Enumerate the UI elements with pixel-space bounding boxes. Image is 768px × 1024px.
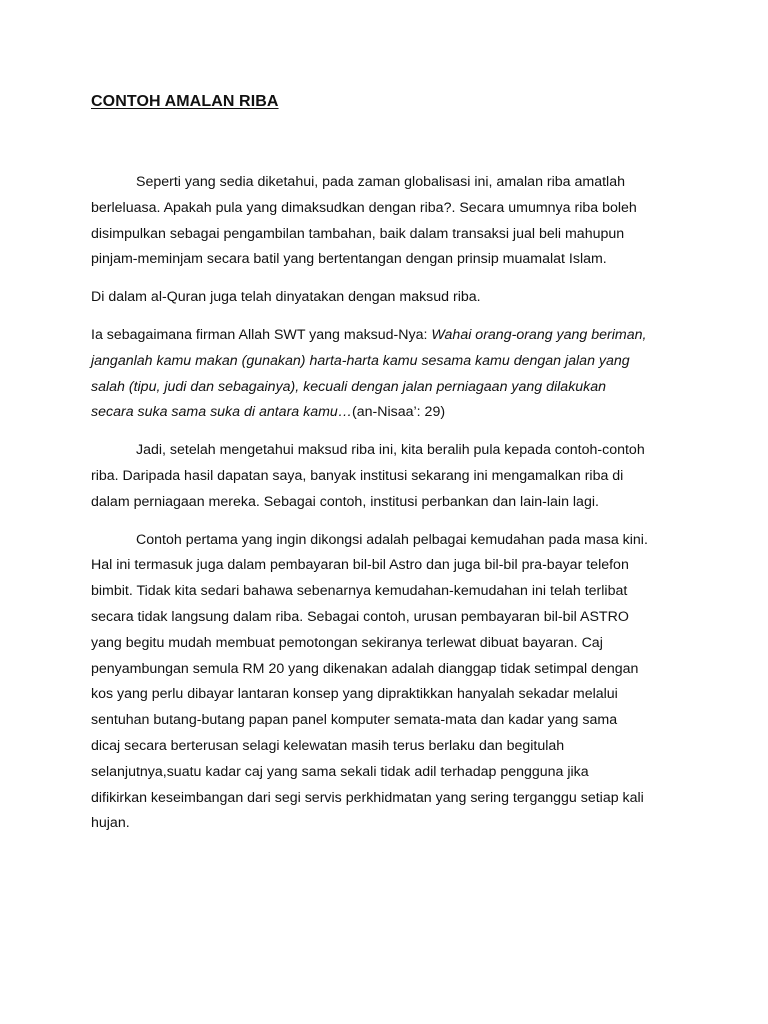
text-line: bimbit. Tidak kita sedari bahawa sebenarnya kemudahan-kemudahan ini telah terlibat [91, 583, 628, 600]
verse-quote-text: secara suka sama suka di antara kamu… [91, 404, 353, 421]
verse-citation: (an-Nisaa’: 29) [352, 404, 446, 421]
paragraph-quran [91, 285, 691, 311]
verse-quote-text: Wahai orang-orang yang beriman, [431, 326, 647, 343]
text-line: dicaj secara berterusan selagi kelewatan masih terus berlaku dan begitulah [91, 737, 565, 754]
text-line: riba. Daripada hasil dapatan saya, banyak institusi sekarang ini mengamalkan riba di [91, 467, 624, 484]
text-line: Seperti yang sedia diketahui, pada zaman globalisasi ini, amalan riba amatlah [136, 174, 625, 190]
verse-quote-text: janganlah kamu makan (gunakan) harta-harta kamu sesama kamu dengan jalan yang [91, 352, 630, 369]
text-line: Contoh pertama yang ingin dikongsi adalah pelbagai kemudahan pada masa kini. [136, 531, 648, 548]
text-line: difikirkan keseimbangan dari segi servis perkhidmatan yang sering terganggu setiap kali [91, 789, 644, 806]
page-title: CONTOH AMALAN RIBA [91, 93, 279, 110]
text-line: pinjam-meminjam secara batil yang bertentangan dengan prinsip muamalat Islam. [91, 251, 607, 268]
text-line: selanjutnya,suatu kadar caj yang sama sekali tidak adil terhadap pengguna jika [91, 763, 589, 780]
paragraph-examples [91, 438, 691, 515]
text-line [91, 323, 691, 349]
text-line: Jadi, setelah mengetahui maksud riba ini, kita beralih pula kepada contoh-contoh [136, 442, 645, 459]
text-line: dalam perniagaan mereka. Sebagai contoh, institusi perbankan dan lain-lain lagi. [91, 493, 599, 510]
text-line: berleluasa. Apakah pula yang dimaksudkan dengan riba?. Secara umumnya riba boleh [91, 199, 637, 216]
text-line: Di dalam al-Quran juga telah dinyatakan dengan maksud riba. [91, 289, 481, 306]
text-line [91, 400, 691, 426]
text-line: yang begitu mudah membuat pemotongan sekiranya terlewat dibuat bayaran. Caj [91, 634, 603, 651]
paragraph-intro [91, 170, 691, 273]
verse-intro-text: Ia sebagaimana firman Allah SWT yang maksud-Nya: [91, 326, 432, 343]
text-line: hujan. [91, 815, 130, 832]
text-line: kos yang perlu dibayar lantaran konsep yang dipraktikkan hanyalah sekadar melalui [91, 686, 618, 703]
verse-quote-text: salah (tipu, judi dan sebagainya), kecuali dengan jalan perniagaan yang dilakukan [91, 378, 607, 395]
document-content [91, 92, 691, 837]
text-line: penyambungan semula RM 20 yang dikenakan adalah dianggap tidak setimpal dengan [91, 660, 639, 677]
paragraph-first-example [91, 528, 691, 838]
text-line: secara tidak langsung dalam riba. Sebagai contoh, urusan pembayaran bil-bil ASTRO [91, 608, 629, 625]
text-line: sentuhan butang-butang papan panel komputer semata-mata dan kadar yang sama [91, 712, 618, 729]
text-line: Hal ini termasuk juga dalam pembayaran bil-bil Astro dan juga bil-bil pra-bayar telefon [91, 557, 629, 574]
text-line: disimpulkan sebagai pengambilan tambahan, baik dalam transaksi jual beli mahupun [91, 225, 625, 242]
paragraph-verse [91, 323, 691, 426]
